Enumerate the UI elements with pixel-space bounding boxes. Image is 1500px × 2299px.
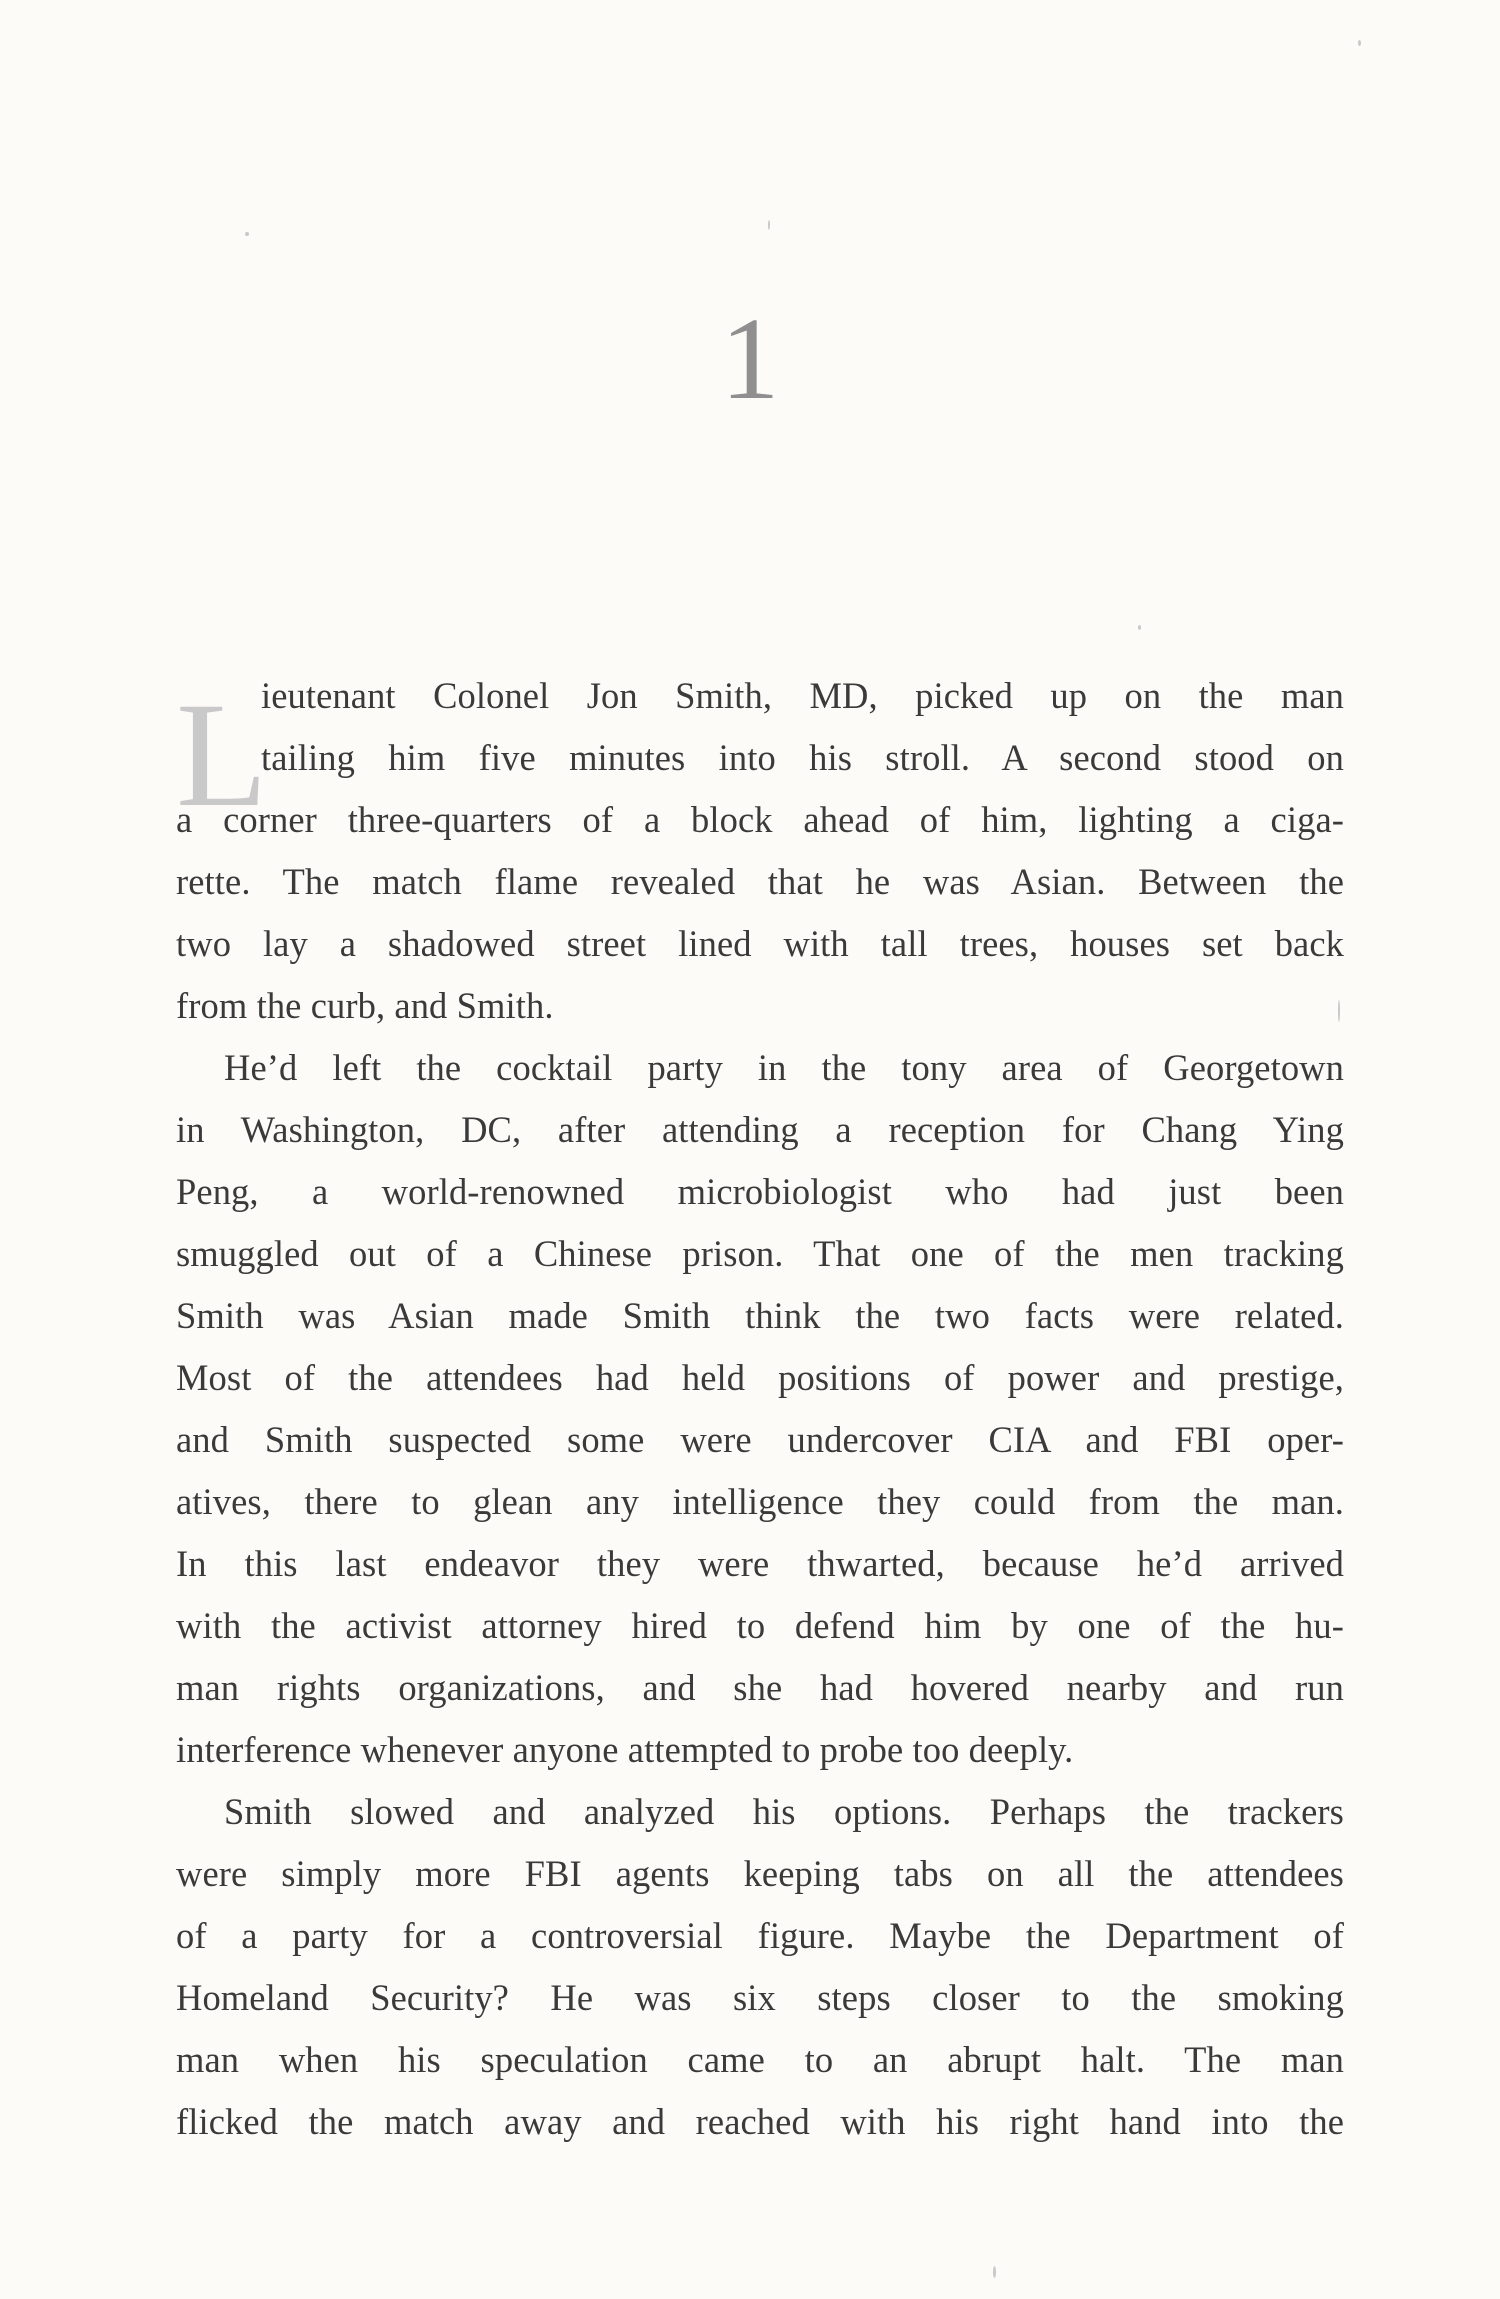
text-line: and Smith suspected some were undercover CIA and FBI oper- bbox=[176, 1419, 1344, 1460]
text-line: with the activist attorney hired to defend him by one of the hu- bbox=[176, 1605, 1344, 1646]
paper-speck bbox=[768, 220, 770, 230]
text-line: were simply more FBI agents keeping tabs on all the attendees bbox=[176, 1853, 1344, 1894]
text-line: Most of the attendees had held positions of power and prestige, bbox=[176, 1357, 1344, 1398]
paper-speck bbox=[245, 232, 249, 236]
text-line: man rights organizations, and she had hovered nearby and run bbox=[176, 1667, 1344, 1708]
paper-speck bbox=[1358, 40, 1361, 46]
drop-cap-letter: L bbox=[176, 672, 268, 838]
text-line: He’d left the cocktail party in the tony area of Georgetown bbox=[224, 1047, 1344, 1088]
text-line: Homeland Security? He was six steps closer to the smoking bbox=[176, 1977, 1344, 2018]
paper-speck bbox=[1138, 625, 1141, 630]
text-line: man when his speculation came to an abrupt halt. The man bbox=[176, 2039, 1344, 2080]
text-line: interference whenever anyone attempted to probe too deeply. bbox=[176, 1729, 1074, 1770]
text-line: atives, there to glean any intelligence they could from the man. bbox=[176, 1481, 1344, 1522]
paper-speck bbox=[1338, 1000, 1340, 1022]
chapter-number: 1 bbox=[720, 293, 780, 424]
text-line: a corner three-quarters of a block ahead of him, lighting a ciga- bbox=[176, 799, 1344, 840]
text-line: from the curb, and Smith. bbox=[176, 985, 554, 1026]
text-line: rette. The match flame revealed that he was Asian. Between the bbox=[176, 861, 1344, 902]
text-line: In this last endeavor they were thwarted, because he’d arrived bbox=[176, 1543, 1344, 1584]
text-line: ieutenant Colonel Jon Smith, MD, picked up on the man bbox=[261, 675, 1344, 716]
text-line: Smith slowed and analyzed his options. Perhaps the trackers bbox=[224, 1791, 1344, 1832]
text-line: smuggled out of a Chinese prison. That one of the men tracking bbox=[176, 1233, 1344, 1274]
text-line: Peng, a world-renowned microbiologist who had just been bbox=[176, 1171, 1344, 1212]
text-line: Smith was Asian made Smith think the two facts were related. bbox=[176, 1295, 1344, 1336]
paper-speck bbox=[993, 2266, 996, 2278]
text-line: two lay a shadowed street lined with tall trees, houses set back bbox=[176, 923, 1344, 964]
text-line: in Washington, DC, after attending a reception for Chang Ying bbox=[176, 1109, 1344, 1150]
text-line: of a party for a controversial figure. Maybe the Department of bbox=[176, 1915, 1344, 1956]
text-line: flicked the match away and reached with his right hand into the bbox=[176, 2101, 1344, 2142]
text-line: tailing him five minutes into his stroll. A second stood on bbox=[261, 737, 1344, 778]
body-text bbox=[176, 665, 1344, 2153]
